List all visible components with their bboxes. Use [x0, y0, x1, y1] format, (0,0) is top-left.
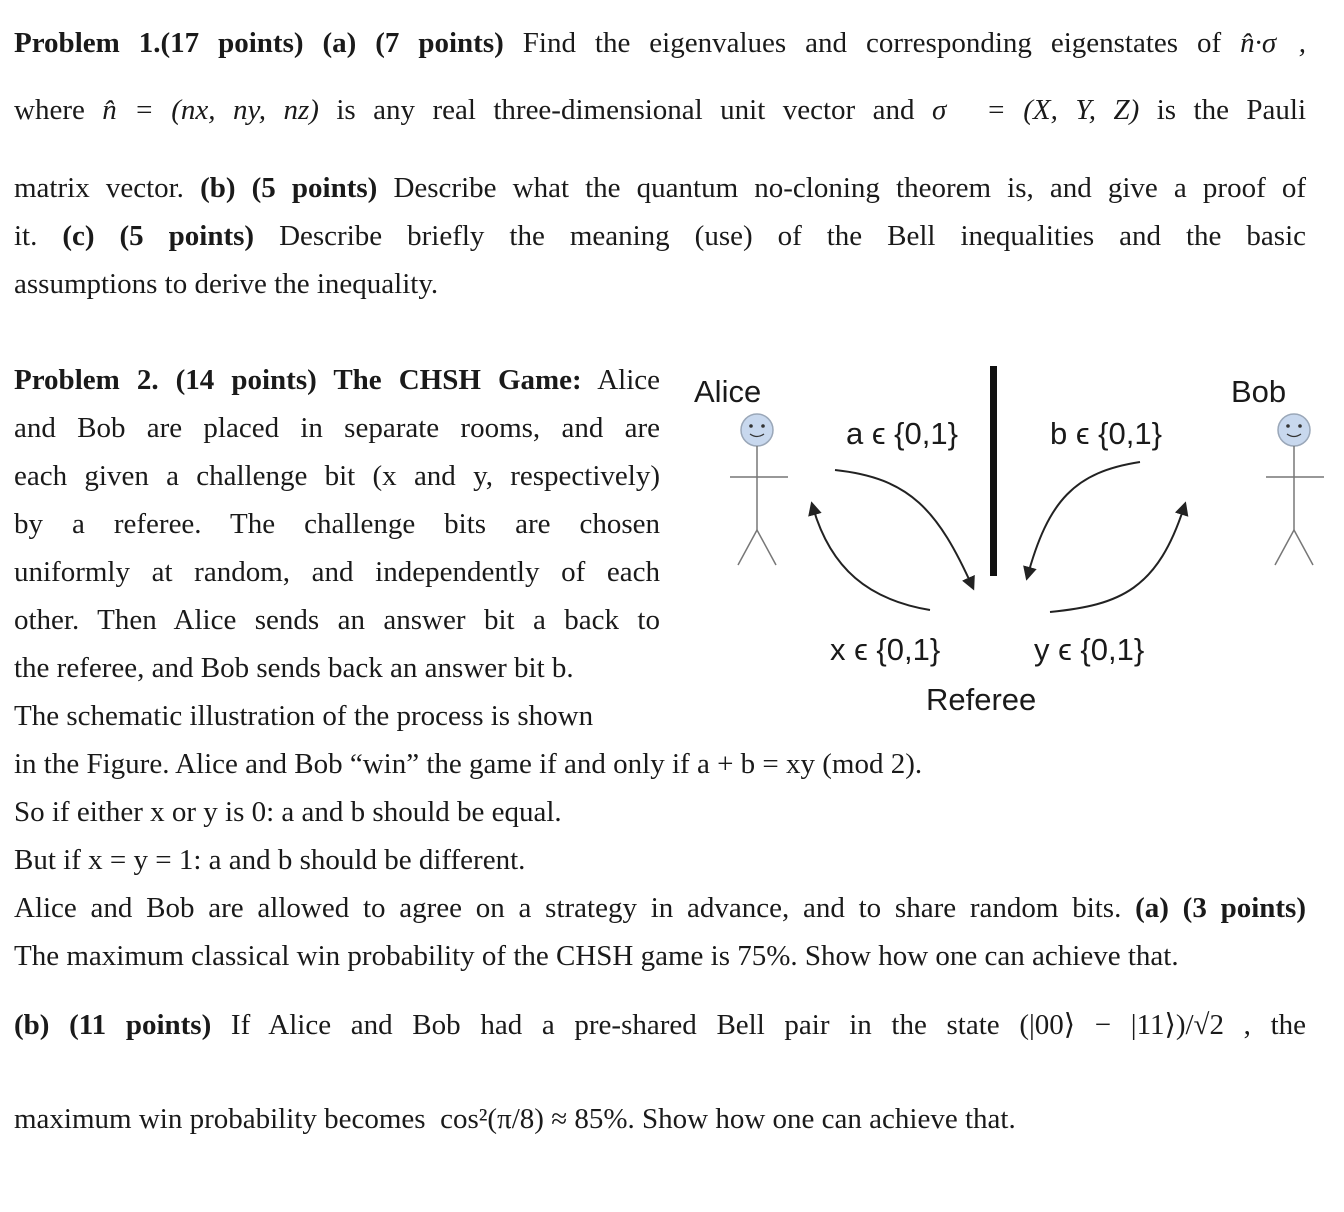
bob-answer-arrow	[1027, 462, 1140, 578]
bell-state: (|00⟩ − |11⟩)/√2	[1019, 1009, 1224, 1041]
problem2-line3: each given a challenge bit (x and y, respectively)	[14, 460, 660, 492]
problem1-part-c-text: Describe briefly the meaning (use) of the Bell inequalities and the basic	[279, 220, 1306, 252]
problem2-intro-alice: Alice	[597, 364, 660, 396]
final-end: . Show how one can achieve that.	[627, 1103, 1016, 1135]
line4-start: it.	[14, 220, 38, 252]
problem1-line4	[14, 218, 1306, 254]
problem2-line1	[14, 362, 660, 398]
problem1-part-b-label: (b) (5 points)	[200, 172, 378, 204]
problem2-different-line: But if x = y = 1: a and b should be different.	[14, 844, 526, 876]
chsh-figure	[680, 360, 1340, 730]
problem2-heading: Problem 2. (14 points) The CHSH Game:	[14, 364, 582, 396]
referee-label: Referee	[926, 682, 1037, 717]
final-formula: cos²(π/8) ≈ 85%	[440, 1103, 628, 1135]
problem2-line2: and Bob are placed in separate rooms, and are	[14, 412, 660, 444]
separating-wall	[990, 366, 997, 576]
bob-face-icon	[1278, 414, 1310, 446]
alice-answer-arrow	[835, 470, 973, 588]
referee-y-arrow	[1050, 504, 1185, 612]
problem2-final-line	[14, 1101, 1016, 1137]
problem1-part-c-label: (c) (5 points)	[62, 220, 255, 252]
answer-a-label: a ϵ {0,1}	[846, 416, 958, 451]
problem1-part-b-text: Describe what the quantum no-cloning theorem is, and give a proof of	[393, 172, 1307, 204]
problem2-equal-line: So if either x or y is 0: a and b should be equal.	[14, 796, 562, 828]
pauli-text: is the Pauli	[1156, 94, 1307, 126]
problem1-line1	[14, 25, 1306, 61]
n-vector-definition: n̂ = (nx, ny, nz)	[102, 94, 319, 126]
chsh-figure-svg	[680, 360, 1340, 730]
challenge-x-label: x ϵ {0,1}	[830, 632, 941, 667]
problem1-line5: assumptions to derive the inequality.	[14, 268, 439, 300]
problem2-line5: uniformly at random, and independently of each	[14, 556, 660, 588]
problem2-line4: by a referee. The challenge bits are chosen	[14, 508, 660, 540]
problem2-part-b-label: (b) (11 points)	[14, 1009, 212, 1041]
alice-figure	[730, 414, 788, 565]
alice-face-icon	[741, 414, 773, 446]
alice-label: Alice	[694, 374, 762, 409]
strategy-text: Alice and Bob are allowed to agree on a strategy in advance, and to share random bits.	[14, 892, 1122, 924]
problem2-win-line: in the Figure. Alice and Bob “win” the game if and only if a + b = xy (mod 2).	[14, 748, 923, 780]
problem2-strategy-line	[14, 890, 1306, 926]
bob-label: Bob	[1231, 374, 1287, 409]
the-word: , the	[1243, 1009, 1307, 1041]
sigma-vector-definition: σ⃗ = (X, Y, Z)	[931, 94, 1140, 126]
bob-figure	[1266, 414, 1324, 565]
challenge-y-label: y ϵ {0,1}	[1034, 632, 1145, 667]
problem2-bell-line	[14, 1007, 1306, 1043]
problem2-line6: other. Then Alice sends an answer bit a back to	[14, 604, 660, 636]
problem2-line8: The schematic illustration of the process is shown	[14, 700, 594, 732]
problem2-part-a-label: (a) (3 points)	[1135, 892, 1306, 924]
final-start: maximum win probability becomes	[14, 1103, 426, 1135]
problem1-heading: Problem 1.(17 points) (a) (7 points)	[14, 27, 504, 59]
bell-text: If Alice and Bob had a pre-shared Bell pair in the state	[230, 1009, 1000, 1041]
where-word: where	[14, 94, 85, 126]
answer-b-label: b ϵ {0,1}	[1050, 416, 1162, 451]
problem2-line7: the referee, and Bob sends back an answer bit b.	[14, 652, 574, 684]
problem1-line3	[14, 170, 1306, 206]
problem2-classical-line: The maximum classical win probability of the CHSH game is 75%. Show how one can achieve that.	[14, 940, 1179, 972]
line3-start: matrix vector.	[14, 172, 184, 204]
problem1-part-a-text: Find the eigenvalues and corresponding eigenstates of	[522, 27, 1222, 59]
unit-vector-text: is any real three-dimensional unit vector and	[336, 94, 915, 126]
problem1-line2	[14, 92, 1306, 128]
referee-x-arrow	[812, 504, 930, 610]
operator-n-dot-sigma: n̂·σ⃗,	[1240, 27, 1307, 59]
